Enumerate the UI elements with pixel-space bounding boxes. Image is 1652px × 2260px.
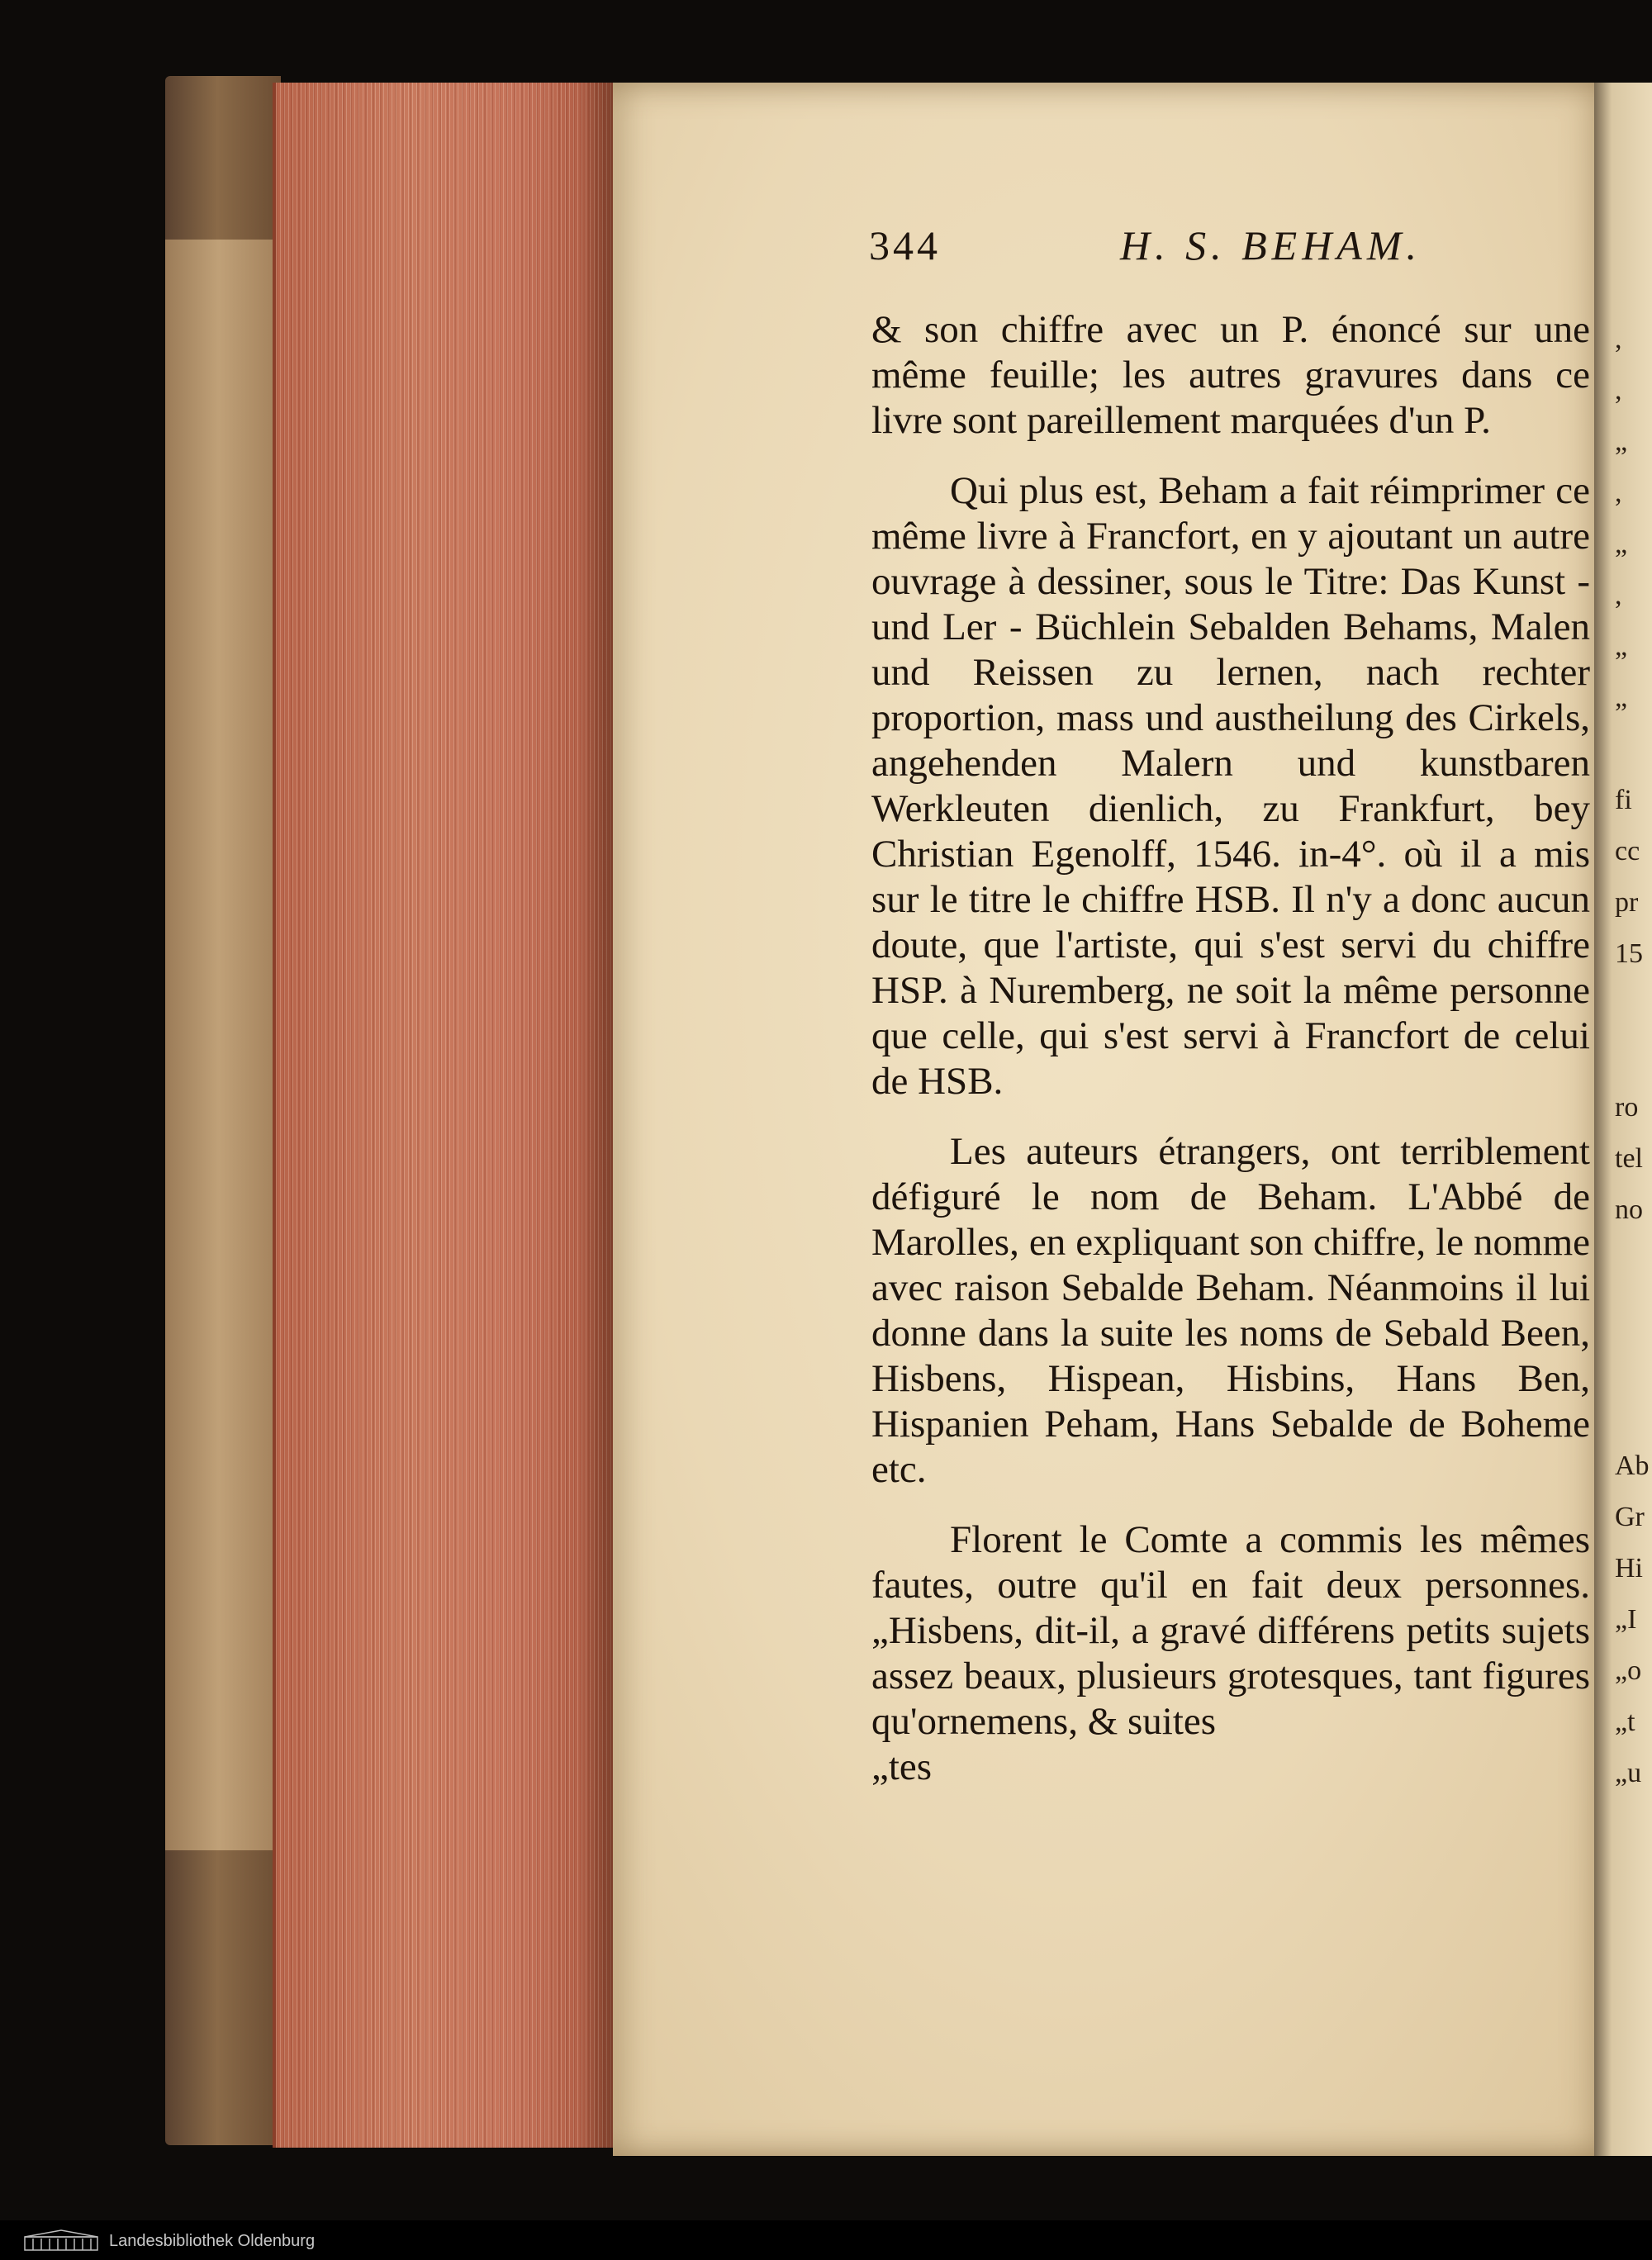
facing-page-glyph: tel	[1615, 1143, 1643, 1174]
facing-page-glyph	[1615, 1338, 1652, 1389]
facing-page-glyph: no	[1615, 1194, 1643, 1225]
facing-page-glyph: Hi	[1615, 1553, 1643, 1583]
facing-page-glyph: cc	[1615, 836, 1640, 866]
facing-page-glyph	[1615, 1031, 1652, 1082]
facing-page-glyph: ro	[1615, 1092, 1639, 1123]
running-head: H. S. BEHAM.	[1120, 222, 1422, 268]
facing-page-glyph: ,	[1615, 324, 1622, 354]
facing-page-glyph: ,	[1615, 477, 1622, 508]
facing-page-glyph: Ab	[1615, 1450, 1650, 1481]
facing-page-glyph	[1615, 1389, 1652, 1441]
facing-page-glyph: Gr	[1615, 1502, 1645, 1532]
paragraph: Les auteurs étrangers, ont terriblement défiguré le nom de Beham. L'Abbé de Marolles, en expliquant son chiffre, le nomme avec raison Sebalde Beham. Néanmoins il lui donne dans la suite les noms de Sebald Been, Hisbens, Hispean, Hisbins, Hans Ben, Hispanien Peham, Hans Sebalde de Boheme etc.	[871, 1130, 1590, 1491]
library-name: Landesbibliothek Oldenburg	[109, 2232, 316, 2250]
facing-page-glyph: „o	[1615, 1655, 1642, 1686]
facing-page-glyph: pr	[1615, 887, 1639, 918]
facing-page-glyph: fi	[1615, 785, 1632, 815]
facing-page-glyph: „	[1615, 529, 1628, 559]
facing-page-glyph: „	[1615, 631, 1628, 662]
facing-page-fragment	[1615, 0, 1652, 2220]
facing-page-glyph: „	[1615, 682, 1628, 713]
page-header	[869, 221, 1439, 271]
cover-cloth	[165, 240, 273, 1850]
red-page-edges	[273, 83, 616, 2148]
paragraph: Florent le Comte a commis les mêmes fautes, outre qu'il en fait deux personnes. „Hisbens, dit-il, a gravé différens petits sujets assez beaux, plusieurs grotesques, tant figures qu'ornemens, & suites	[871, 1518, 1590, 1743]
library-building-icon	[23, 2229, 99, 2252]
facing-page-glyph: ,	[1615, 580, 1622, 610]
facing-page-glyph: 15	[1615, 938, 1643, 969]
page-number: 344	[869, 222, 941, 268]
facing-page-glyph	[1615, 1236, 1652, 1287]
catchword: „tes	[871, 1745, 933, 1788]
facing-page-glyph: „t	[1615, 1707, 1635, 1737]
page-body	[871, 307, 1590, 1790]
paragraph: Qui plus est, Beham a fait réimprimer ce même livre à Francfort, en y ajoutant un autre ouvrage à dessiner, sous le Titre: Das Kunst - und Ler - Büchlein Sebalden Behams, Malen und Reissen zu lernen, nach rechter proportion, mass und austheilung des Cirkels, angehenden Malern und kunstbaren Werkleuten dienlich, zu Frankfurt, bey Christian Egenolff, 1546. in-4°. où il a mis sur le titre le chiffre HSB. Il n'y a donc aucun doute, que l'artiste, qui s'est servi du chiffre HSP. à Nuremberg, ne soit la même personne que celle, qui s'est servi à Francfort de celui de HSB.	[871, 469, 1590, 1103]
facing-page-glyph	[1615, 724, 1652, 775]
paragraph: & son chiffre avec un P. énoncé sur une même feuille; les autres gravures dans ce livre sont pareillement marquées d'un P.	[871, 308, 1590, 442]
facing-page-glyph: „I	[1615, 1604, 1637, 1635]
facing-page-glyph	[1615, 1287, 1652, 1338]
facing-page-glyph: „	[1615, 426, 1628, 457]
page-edge-shadow	[578, 83, 618, 2148]
facing-page-glyph	[1615, 980, 1652, 1031]
facing-page-glyph: ,	[1615, 375, 1622, 406]
facing-page-glyph: „u	[1615, 1758, 1642, 1788]
footer-bar	[0, 2220, 1652, 2260]
